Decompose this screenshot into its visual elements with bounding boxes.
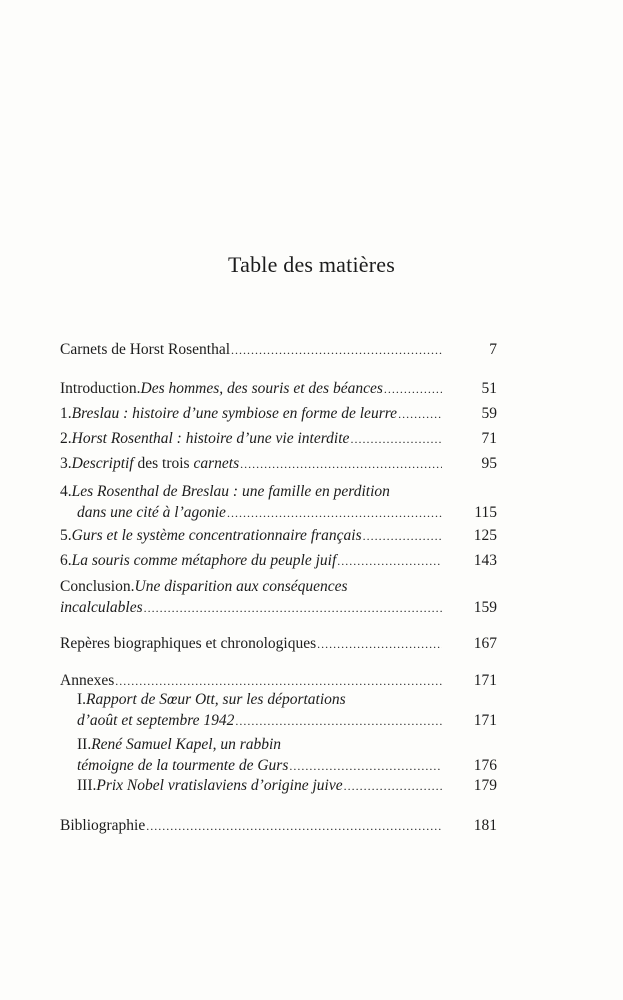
toc-entry-title-plain: des trois [133,455,194,472]
toc-entry-title-end: carnets [193,455,240,472]
toc-page-number: 171 [473,712,497,729]
toc-entry-text: Bibliographie [60,817,146,834]
toc-entry-title-continued: témoigne de la tourmente de Gurs [77,757,289,774]
toc-entry-conclusion[interactable] [60,576,497,618]
toc-entry-chapter-5[interactable] [60,525,497,546]
toc-entry-prefix: 1. [60,405,72,422]
toc-entry-title-continued: incalculables [60,599,143,616]
toc-entry-title: Rapport de Sœur Ott, sur les déportations [86,691,346,708]
toc-entry-introduction[interactable] [60,378,497,399]
dot-leader [350,429,442,450]
toc-entry-title-continued: d’août et septembre 1942 [77,712,235,729]
toc-page-number: 115 [474,504,497,521]
toc-entry-prefix: 6. [60,552,72,569]
toc-entry-title: Horst Rosenthal : histoire d’une vie interdite [71,430,350,447]
dot-leader [384,379,442,400]
toc-entry-annex-1[interactable] [60,689,497,731]
toc-entry-title: Descriptif [71,455,134,472]
dot-leader [398,404,442,425]
toc-page-number: 59 [481,405,497,422]
toc-entry-prefix: 4. [60,483,72,500]
toc-entry-annex-2[interactable] [60,734,497,776]
toc-entry-carnets[interactable] [60,339,497,360]
toc-entry-prefix: 2. [60,430,72,447]
toc-entry-title-continued: dans une cité à l’agonie [77,504,226,521]
toc-page-number: 167 [473,635,497,652]
toc-page-number: 171 [473,672,497,689]
toc-entry-chapter-1[interactable] [60,403,497,424]
toc-entry-prefix: III. [77,777,97,794]
dot-leader [289,756,442,777]
toc-entry-prefix: II. [77,736,92,753]
page-title: Table des matières [228,252,395,277]
toc-page-number: 179 [473,777,497,794]
toc-entry-title: René Samuel Kapel, un rabbin [91,736,282,753]
toc-entry-reperes[interactable] [60,633,497,654]
toc-entry-prefix: I. [77,691,87,708]
dot-leader [146,816,442,837]
toc-page-number: 143 [473,552,497,569]
dot-leader [231,340,442,361]
toc-entry-chapter-6[interactable] [60,550,497,571]
toc-entry-title: Gurs et le système concentrationnaire français [71,527,362,544]
toc-entry-prefix: Conclusion. [60,578,135,595]
toc-entry-bibliographie[interactable] [60,815,497,836]
toc-page-number: 181 [473,817,497,834]
dot-leader [363,526,442,547]
toc-page-number: 71 [481,430,497,447]
dot-leader [240,454,442,475]
toc-entry-title: Des hommes, des souris et des béances [140,380,383,397]
dot-leader [344,776,442,797]
toc-page-number: 159 [473,599,497,616]
toc-page-number: 7 [489,341,497,358]
toc-entry-annexes[interactable] [60,670,497,691]
toc-entry-prefix: Introduction. [60,380,141,397]
dot-leader [227,503,442,524]
toc-page-number: 95 [481,455,497,472]
toc-entry-title: Une disparition aux conséquences [134,578,348,595]
toc-page-number: 51 [481,380,497,397]
toc-entry-prefix: 3. [60,455,72,472]
toc-entry-title: La souris comme métaphore du peuple juif [71,552,337,569]
toc-page-number: 125 [473,527,497,544]
toc-entry-chapter-2[interactable] [60,428,497,449]
toc-entry-annex-3[interactable] [60,775,497,796]
toc-entry-text: Annexes [60,672,115,689]
toc-entry-text: Carnets de Horst Rosenthal [60,341,231,358]
toc-page-number: 176 [473,757,497,774]
dot-leader [337,551,442,572]
toc-entry-text: Repères biographiques et chronologiques [60,635,317,652]
dot-leader [144,598,442,619]
toc-entry-title: Prix Nobel vratislaviens d’origine juive [96,777,343,794]
toc-entry-chapter-4[interactable] [60,481,497,523]
toc-entry-title: Breslau : histoire d’une symbiose en forme de leurre [71,405,398,422]
toc-entry-prefix: 5. [60,527,72,544]
toc-entry-chapter-3[interactable] [60,453,497,474]
dot-leader [317,634,442,655]
toc-entry-title: Les Rosenthal de Breslau : une famille en perdition [71,483,390,500]
dot-leader [235,711,442,732]
